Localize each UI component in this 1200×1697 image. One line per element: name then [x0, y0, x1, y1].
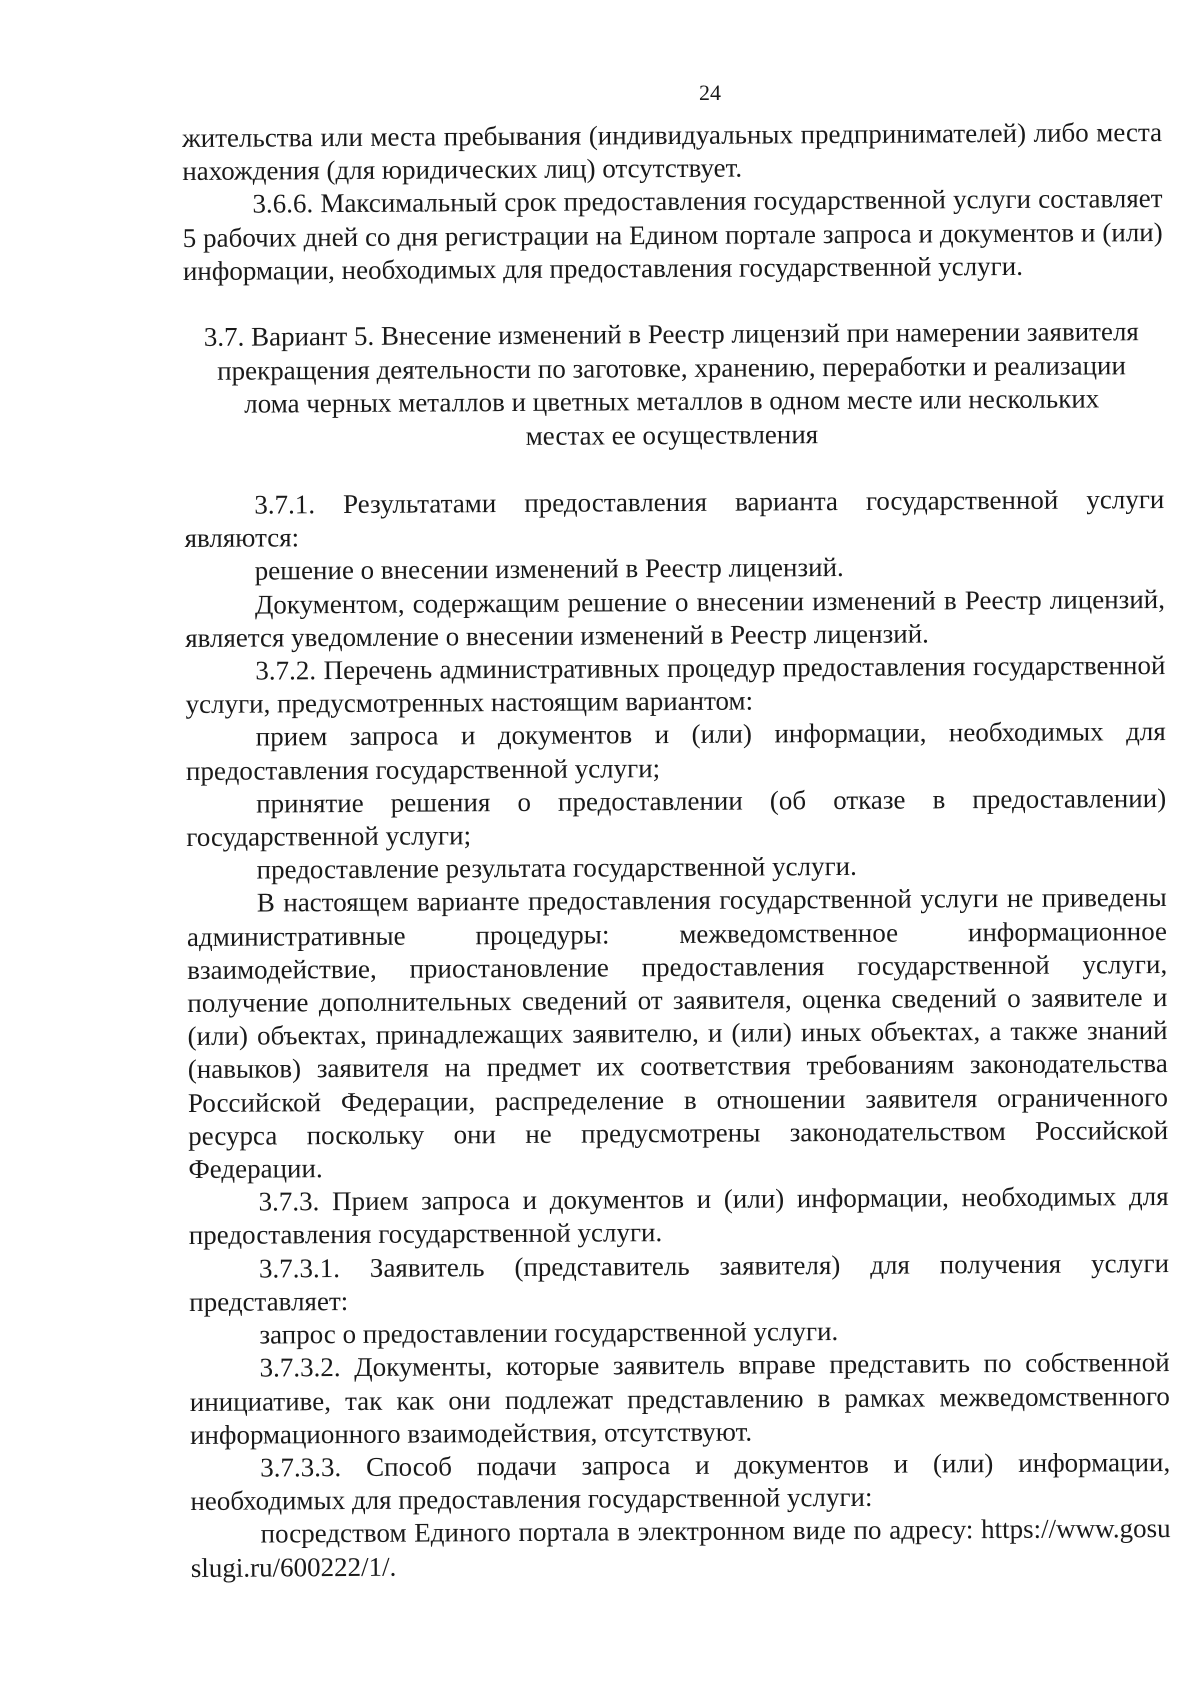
paragraph-3-7-2: 3.7.2. Перечень административных процедур предоставления государственной услуги, предусмотренных настоящим вариантом: [185, 650, 1166, 720]
paragraph-procedure-result: предоставление результата государственной услуги. [256, 851, 857, 885]
paragraph-procedure-intake: прием запроса и документов и (или) информации, необходимых для предоставления государственной услуги; [185, 716, 1166, 786]
paragraph-portal-address: посредством Единого портала в электронном виде по адресу: https://www.gosuslugi.ru/600222/1/. [190, 1513, 1171, 1583]
paragraph-3-7-1: 3.7.1. Результатами предоставления варианта государственной услуги являются: [184, 484, 1165, 554]
paragraph-3-6-6: 3.6.6. Максимальный срок предоставления государственной услуги составляет 5 рабочих дней со дня регистрации на Едином портале запроса и документов и (или) информации, необходимых для предоставления государственной услуги. [182, 183, 1163, 286]
paragraph-3-7-3-3: 3.7.3.3. Способ подачи запроса и документов и (или) информации, необходимых для предоставления государственной услуги: [190, 1446, 1171, 1517]
paragraph-result-document: Документом, содержащим решение о внесении изменений в Реестр лицензий, является уведомление о внесении изменений в Реестр лицензий. [185, 583, 1166, 653]
page-number: 24 [699, 80, 721, 105]
paragraph-3-7-3-2: 3.7.3.2. Документы, которые заявитель вправе представить по собственной инициативе, так как они подлежат представлению в рамках межведомственного информационного взаимодействия, отсутствуют. [189, 1347, 1170, 1450]
document-body [182, 116, 1171, 1585]
paragraph-residence-absent: жительства или места пребывания (индивидуальных предпринимателей) либо места нахождения (для юридических лиц) отсутствует. [182, 117, 1163, 187]
paragraph-request-item: запрос о предоставлении государственной услуги. [259, 1316, 839, 1350]
paragraph-3-7-3: 3.7.3. Прием запроса и документов и (или) информации, необходимых для предоставления государственной услуги. [188, 1181, 1169, 1251]
paragraph-3-7-3-1: 3.7.3.1. Заявитель (представитель заявителя) для получения услуги представляет: [189, 1247, 1170, 1317]
paragraph-result-decision: решение о внесении изменений в Реестр лицензий. [254, 552, 844, 586]
paragraph-procedure-decision: принятие решения о предоставлении (об отказе в предоставлении) государственной услуги; [186, 782, 1167, 853]
section-heading-3-7: 3.7. Вариант 5. Внесение изменений в Реестр лицензий при намерении заявителя прекращения деятельности по заготовке, хранению, переработки и реализации лома черных металлов и цветных металлов в одном месте или нескольких местах ее осуществления [203, 316, 1139, 451]
paragraph-excluded-procedures: В настоящем варианте предоставления государственной услуги не приведены административные процедуры: межведомственное информационное взаимодействие, приостановление предоставления государственной услуги, получение дополнительных сведений от заявителя, оценка сведений о заявителе и (или) объектах, принадлежащих заявителю, и (или) иных объектах, а также знаний (навыков) заявителя на предмет их соответствия требованиям законодательства Российской Федерации, распределение в отношении заявителя ограниченного ресурса поскольку они не предусмотрены законодательством Российской Федерации. [186, 882, 1169, 1185]
